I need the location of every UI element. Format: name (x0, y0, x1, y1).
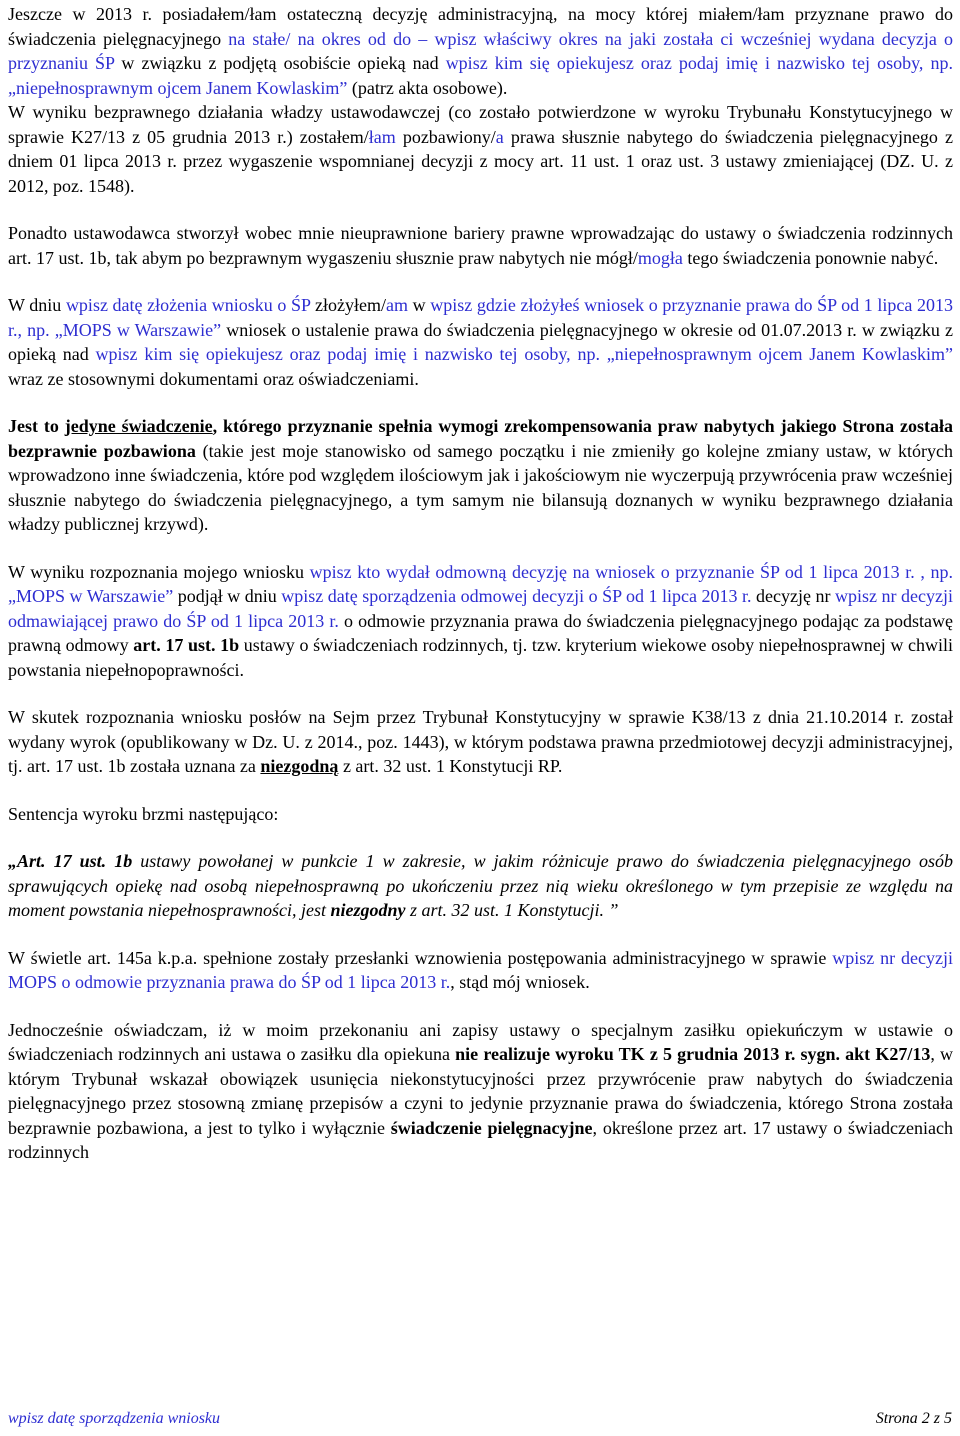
text-run: W wyniku bezprawnego działania władzy ustawodawczej (co zostało potwierdzone w wyroku Trybunału Konstytucyjnego w sprawie K27/13 z 05 grudnia 2013 r.) zostałem/ (8, 102, 953, 147)
text-run: wniosek o ustalenie prawa do świadczenia pielęgnacyjnego w okresie od 01.07.2013 r. w związku z opieką nad (8, 319, 954, 364)
text-run: tego świadczenia ponownie nabyć. (682, 247, 939, 268)
text-run: pozbawiony/ (395, 126, 496, 147)
text-run: ustawy o świadczeniach rodzinnych, tj. tzw. kryterium wiekowe osoby niepełnosprawnej w chwili powstania niepełnopoprawności. (8, 635, 953, 680)
text-run: (patrz akta osobowe). (347, 77, 508, 98)
text-run: Jeszcze w 2013 r. posiadałem/łam ostateczną decyzję administracyjną, na mocy której miałem/łam przyznane prawo do świadczenia pielęgnacyjnego (8, 4, 953, 49)
page-footer (8, 1410, 952, 1428)
para-decision-history (8, 2, 953, 100)
placeholder-text: wpisz nr decyzji odmawiającej prawo do ŚP od 1 lipca 2013 r. (8, 586, 954, 631)
para-sentence-quote (8, 849, 953, 923)
placeholder-text: wpisz kim się opiekujesz oraz podaj imię i nazwisko tej osoby, np. „niepełnosprawnym ojcem Janem Kowlaskim” (8, 53, 953, 98)
text-run: Jednocześnie oświadczam, iż w moim przekonaniu ani zapisy ustawy o specjalnym zasiłku opiekuńczym w ustawie o świadczeniach rodzinnych ani ustawa o zasiłku dla opiekuna (8, 1019, 953, 1064)
para-k38-ruling (8, 705, 953, 779)
text-run: decyzję nr (751, 586, 836, 606)
para-unlawful-action (8, 100, 953, 198)
text-run: , określone przez art. 17 ustawy o świadczeniach rodzinnych (8, 1117, 953, 1162)
emphasis-bold: niezgodny (330, 900, 406, 920)
text-run: W skutek rozpoznania wniosku posłów na Sejm przez Trybunał Konstytucyjny w sprawie K38/13 z dnia 21.10.2014 r. został wydany wyrok (opublikowany w Dz. U. z 2014., poz. 1443), w którym podstawa prawna przedmiotowej decyzji administracyjnej, tj. art. 17 ust. 1b została uznana za (8, 707, 953, 776)
emphasis-bold: świadczenie pielęgnacyjne (390, 1117, 593, 1138)
footer-page-number: Strona 2 z 5 (875, 1410, 952, 1427)
placeholder-text: na stałe/ na okres od do – wpisz właściwy okres na jaki została ci wcześniej wydana decyzja o przyznaniu ŚP (8, 28, 954, 73)
placeholder-text: wpisz kim się opiekujesz oraz podaj imię i nazwisko tej osoby, np. „niepełnosprawnym ojcem Janem Kowlaskim” (95, 344, 954, 364)
emphasis-bold: „Art. 17 ust. 1b (8, 851, 133, 871)
text-run: , stąd mój wniosek. (450, 972, 590, 992)
text-run: z art. 32 ust. 1 Konstytucji RP. (338, 756, 563, 776)
text-run: Ponadto ustawodawca stworzył wobec mnie nieuprawnione bariery prawne wprowadzając do ustawy o świadczenia rodzinnych art. 17 ust. 1b, tak abym po bezprawnym wygaszeniu słusznie praw nabytych nie mógł/ (8, 223, 953, 268)
text-run: o odmowie przyznania prawa do świadczenia pielęgnacyjnego podając za podstawę prawną odmowy (8, 610, 953, 655)
emphasis-underlined: jedyne świadczenie (64, 416, 213, 436)
emphasis-underlined: niezgodną (260, 756, 339, 776)
emphasis-bold: Jest to (8, 416, 65, 436)
text-run: , w którym Trybunał wskazał obowiązek usunięcia niekonstytucyjności przez przywrócenie praw nabytych do świadczenia pielęgnacyjnego przez stosowną zmianę przepisów a czyni to jedynie przyznanie prawa do świadczenia, którego Strona została bezprawnie pozbawiona, a jest to tylko i wyłącznie (8, 1044, 954, 1138)
emphasis-bold: nie realizuje wyroku TK z 5 grudnia 2013 r. sygn. akt K27/13 (455, 1044, 931, 1064)
placeholder-text: wpisz nr decyzji MOPS o odmowie przyznania prawa do ŚP od 1 lipca 2013 r. (8, 947, 953, 992)
text-run: Sentencja wyroku brzmi następująco: (8, 803, 279, 824)
text-run: prawa słusznie nabytego do świadczenia pielęgnacyjnego z dniem 01 lipca 2013 r. przez wygaszenie wspomnianej decyzji z mocy art. 11 ust. 1 oraz ust. 3 ustawy zmieniającej (DZ. U. z 2012, poz. 1548). (8, 126, 953, 196)
placeholder-text: wpisz datę sporządzenia odmowej decyzji o ŚP od 1 lipca 2013 r. (281, 586, 752, 606)
placeholder-text: mogła (637, 247, 683, 268)
para-refusal (8, 560, 953, 683)
placeholder-text: a (495, 126, 504, 147)
quote-text: z art. 32 ust. 1 Konstytucji. ” (405, 900, 619, 920)
text-run: W wyniku rozpoznania mojego wniosku (8, 561, 310, 582)
text-run: złożyłem/ (310, 295, 386, 315)
emphasis-bold: art. 17 ust. 1b (133, 635, 240, 655)
placeholder-text: wpisz datę złożenia wniosku o ŚP (65, 295, 311, 315)
placeholder-text: łam (368, 126, 396, 147)
placeholder-text: am (385, 295, 408, 315)
text-run: w związku z podjętą osobiście opieką nad (114, 53, 446, 73)
footer-date-placeholder: wpisz datę sporządzenia wniosku (8, 1410, 221, 1427)
text-run: W dniu (8, 295, 66, 315)
document-page (8, 2, 953, 1165)
emphasis-bold: , którego przyznanie spełnia wymogi zrekompensowania praw nabytych jakiego Strona została bezprawnie pozbawiona (8, 416, 954, 461)
para-legislator-barriers (8, 221, 953, 270)
text-run: (takie jest moje stanowisko od samego początku i nie zmieniły go kolejne zmiany ustaw, w których wprowadzono inne świadczenia, które pod względem ilościowym jak i jakościowym nie wyczerpują przywrócenia praw wcześniej słusznie nabytego do świadczenia pielęgnacyjnego, a tym samym nie bilansują doznanych w wyniku bezprawnego działania władzy publicznej krzywd). (8, 440, 953, 534)
text-run: wraz ze stosownymi dokumentami oraz oświadczeniami. (8, 368, 419, 389)
para-closing-statement (8, 1018, 953, 1165)
para-application-filed (8, 293, 953, 391)
para-sentence-intro (8, 802, 953, 827)
para-art145a (8, 946, 953, 995)
text-run: w (407, 295, 431, 315)
placeholder-text: wpisz kto wydał odmowną decyzję na wniosek o przyznanie ŚP od 1 lipca 2013 r. , np. „MOPS w Warszawie” (8, 561, 953, 606)
text-run: W świetle art. 145a k.p.a. spełnione zostały przesłanki wznowienia postępowania administracyjnego w sprawie (8, 947, 833, 968)
text-run: podjął w dniu (173, 586, 282, 606)
quote-text: ustawy powołanej w punkcie 1 w zakresie, w jakim różnicuje prawo do świadczenia pielęgnacyjnego osób sprawujących opiekę nad osobą niepełnosprawną po ukończeniu przez nią wieku określonego w tym przepisie ze względu na moment powstania niepełnosprawności, jest (8, 851, 953, 920)
para-only-benefit (8, 414, 953, 537)
placeholder-text: wpisz gdzie złożyłeś wniosek o przyznanie prawa do ŚP od 1 lipca 2013 r., np. „MOPS w Warszawie” (8, 295, 954, 340)
